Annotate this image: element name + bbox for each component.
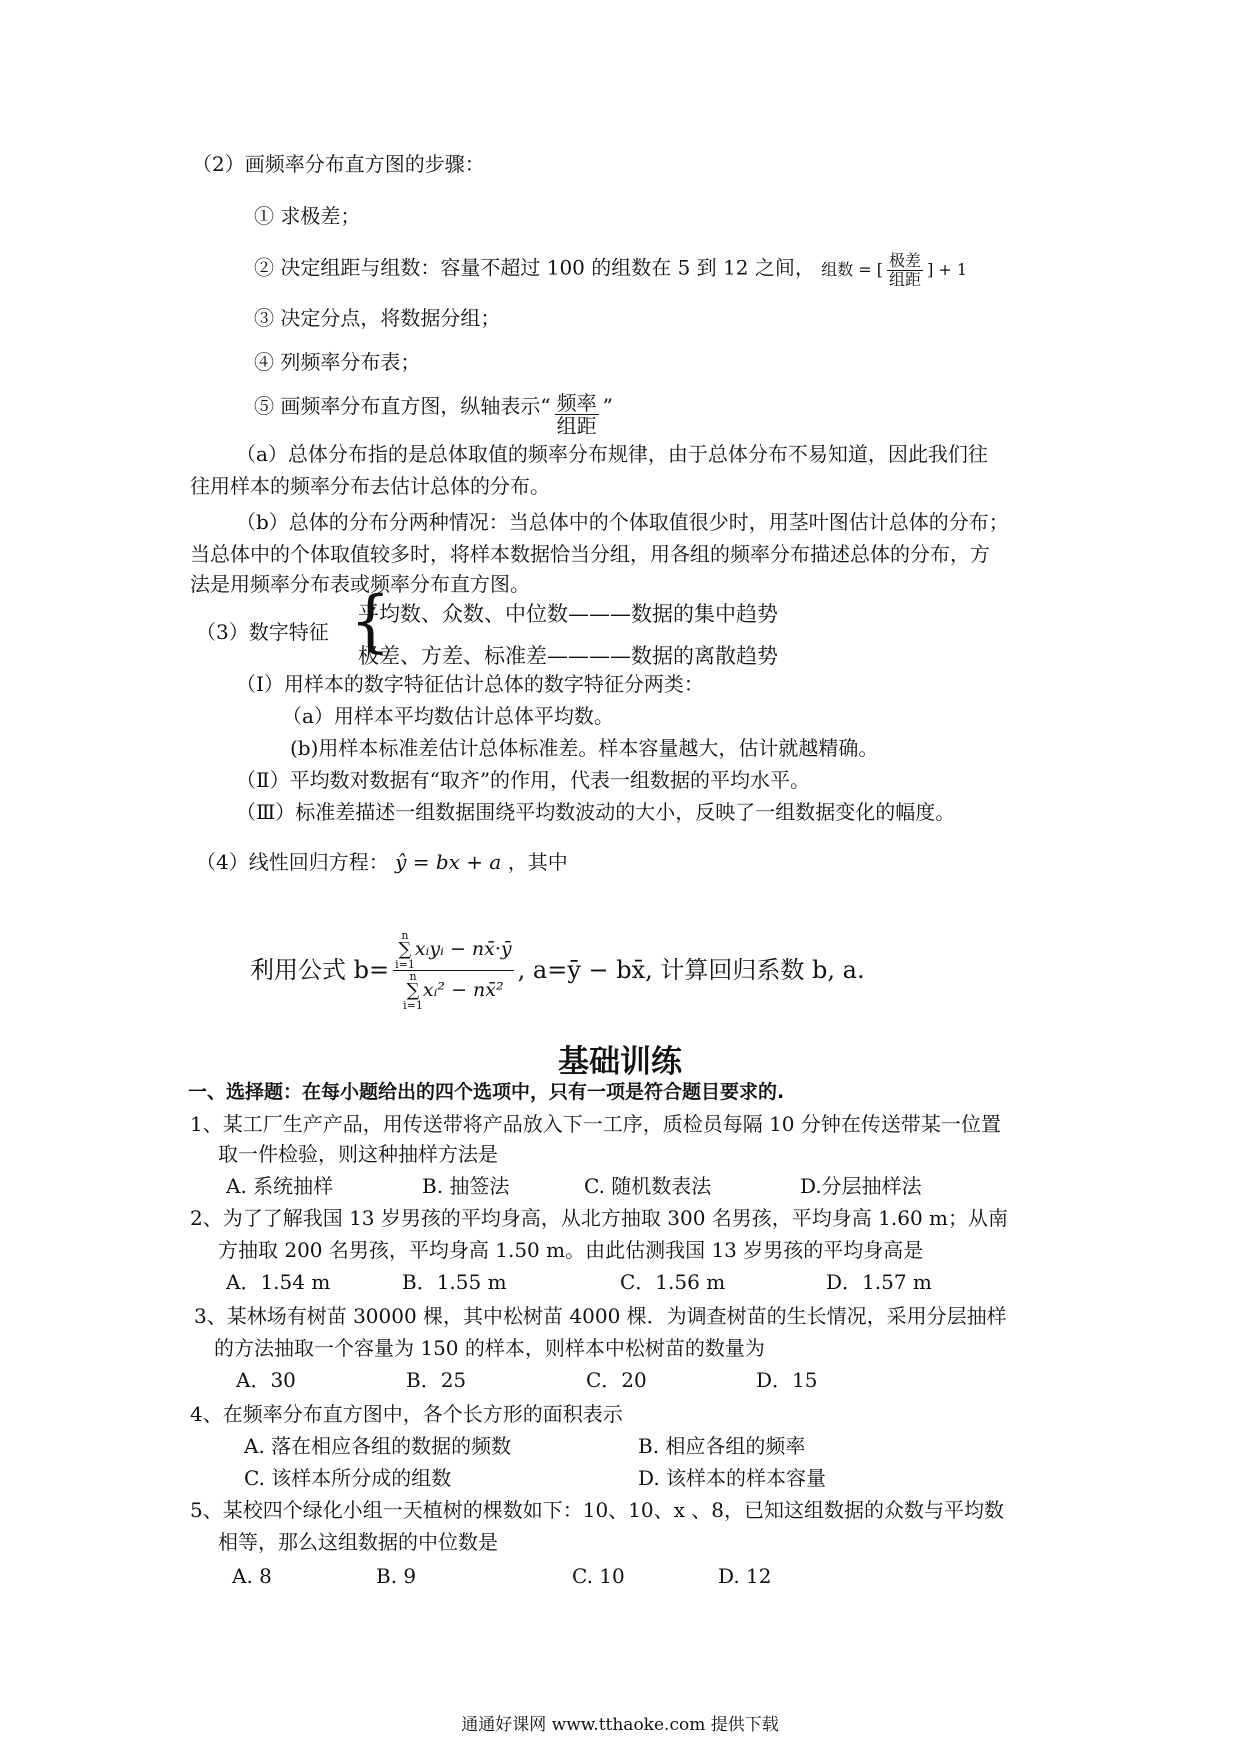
formula-num: 极差 [889,251,922,270]
page-footer: 通通好课网 www.tthaoke.com 提供下载 [461,1715,779,1735]
numerator-expr: xᵢyᵢ − nx̄·ȳ [414,938,512,961]
q2-option-d[interactable]: D．1.57 m [826,1270,932,1294]
q2-option-c[interactable]: C．1.56 m [620,1270,726,1294]
q2-line2: 方抽取 200 名男孩，平均身高 1.50 m。由此估测我国 13 岁男孩的平均身高是 [218,1238,924,1262]
q4-line1: 4、在频率分布直方图中，各个长方形的面积表示 [190,1402,623,1426]
section3-i-a: （a）用样本平均数估计总体平均数。 [282,704,614,728]
b-denominator [401,971,505,1011]
q4-option-b[interactable]: B. 相应各组的频率 [638,1434,806,1458]
sum-upper-2: n [409,969,417,983]
q2-option-b[interactable]: B．1.55 m [402,1270,507,1294]
step-4: ④ 列频率分布表； [254,350,421,374]
section3-label: （3）数字特征 [196,620,329,644]
section3-line2: 极差、方差、标准差————数据的离散趋势 [358,644,778,668]
sum-sign-top: n ∑ i=1 [395,928,415,971]
training-title: 基础训练 [558,1044,682,1080]
section3-i-b: (b)用样本标准差估计总体标准差。样本容量越大，估计就越精确。 [290,736,879,760]
q3-option-d[interactable]: D．15 [756,1368,818,1392]
formula-left: 组数 = [ [821,259,884,279]
axis-num: 频率 [556,391,597,415]
step-5 [254,392,613,437]
section4-tail: ，其中 [507,850,568,874]
para-a-line1: （a）总体分布指的是总体取值的频率分布规律，由于总体分布不易知道，因此我们往 [236,442,988,466]
q3-option-b[interactable]: B．25 [406,1368,467,1392]
q4-option-a[interactable]: A. 落在相应各组的数据的频数 [244,1434,512,1458]
q5-line1: 5、某校四个绿化小组一天植树的棵数如下：10、10、x 、8，已知这组数据的众数与平均数 [190,1498,1004,1522]
step-2 [254,252,967,288]
b-numerator [393,930,514,971]
sum-sign-bottom: n ∑ i=1 [403,969,423,1012]
section2-heading: （2）画频率分布直方图的步骤： [192,152,485,176]
formula-right: ] + 1 [927,259,968,279]
formula-suffix: , a=ȳ − bx̄, 计算回归系数 b, a. [517,956,865,984]
para-b-line2: 当总体中的个体取值较多时，将样本数据恰当分组，用各组的频率分布描述总体的分布，方 [190,542,990,566]
regression-formula [250,920,865,1020]
q5-line2: 相等，那么这组数据的中位数是 [218,1530,498,1554]
q1-option-a[interactable]: A. 系统抽样 [226,1174,334,1198]
q5-option-b[interactable]: B. 9 [376,1564,417,1588]
q5-option-a[interactable]: A. 8 [232,1564,272,1588]
para-b-line1: （b）总体的分布分两种情况：当总体中的个体取值很少时，用茎叶图估计总体的分布； [236,510,1009,534]
q1-line2: 取一件检验，则这种抽样方法是 [218,1142,498,1166]
q1-option-d[interactable]: D.分层抽样法 [800,1174,922,1198]
axis-fraction [555,392,599,437]
section4-heading: （4）线性回归方程： [196,850,389,874]
section3-ii: （Ⅱ）平均数对数据有“取齐”的作用，代表一组数据的平均水平。 [236,768,811,792]
q3-line1: 3、某林场有树苗 30000 棵，其中松树苗 4000 棵．为调查树苗的生长情况，采用分层抽样 [194,1304,1007,1328]
step-5-text: ⑤ 画频率分布直方图，纵轴表示“ [254,394,551,418]
section3-i-title: （Ⅰ）用样本的数字特征估计总体的数字特征分两类： [236,672,704,696]
q2-line1: 2、为了了解我国 13 岁男孩的平均身高，从北方抽取 300 名男孩，平均身高 1.60 m；从南 [190,1206,1008,1230]
formula-fraction [887,252,923,288]
sum-lower-2: i=1 [403,998,423,1012]
step-1: ① 求极差； [254,204,361,228]
training-instruction: 一、选择题：在每小题给出的四个选项中，只有一项是符合题目要求的. [188,1081,785,1103]
step-3: ③ 决定分点，将数据分组； [254,306,501,330]
denominator-expr: xᵢ² − nx̄² [422,979,504,1002]
axis-close-quote: ” [602,394,613,418]
q3-option-a[interactable]: A．30 [236,1368,296,1392]
q5-option-d[interactable]: D. 12 [718,1564,772,1588]
formula-prefix: 利用公式 b= [250,956,390,984]
q1-option-b[interactable]: B. 抽签法 [422,1174,510,1198]
brace-symbol: { [350,583,391,661]
q5-option-c[interactable]: C. 10 [572,1564,625,1588]
q4-option-d[interactable]: D. 该样本的样本容量 [638,1466,827,1490]
axis-den: 组距 [556,414,597,438]
regression-equation: ŷ = bx + a [395,850,502,874]
q1-option-c[interactable]: C. 随机数表法 [584,1174,712,1198]
para-a-line2: 往用样本的频率分布去估计总体的分布。 [190,474,550,498]
section4-heading-line [196,848,568,876]
q3-line2: 的方法抽取一个容量为 150 的样本，则样本中松树苗的数量为 [214,1336,765,1360]
sum-upper: n [401,928,409,942]
q4-option-c[interactable]: C. 该样本所分成的组数 [244,1466,452,1490]
para-b-line3: 法是用频率分布表或频率分布直方图。 [190,572,530,596]
section3-line1: 平均数、众数、中位数———数据的集中趋势 [358,602,778,626]
q3-option-c[interactable]: C．20 [586,1368,647,1392]
q1-line1: 1、某工厂生产产品，用传送带将产品放入下一工序，质检员每隔 10 分钟在传送带某一位置 [190,1112,1001,1136]
section3-iii: （Ⅲ）标准差描述一组数据围绕平均数波动的大小，反映了一组数据变化的幅度。 [236,800,956,824]
sum-lower: i=1 [395,957,415,971]
step-2-text: ② 决定组距与组数：容量不超过 100 的组数在 5 到 12 之间， [254,255,815,280]
b-fraction [393,930,514,1011]
formula-den: 组距 [889,269,922,289]
q2-option-a[interactable]: A．1.54 m [226,1270,331,1294]
group-count-formula [821,251,968,289]
